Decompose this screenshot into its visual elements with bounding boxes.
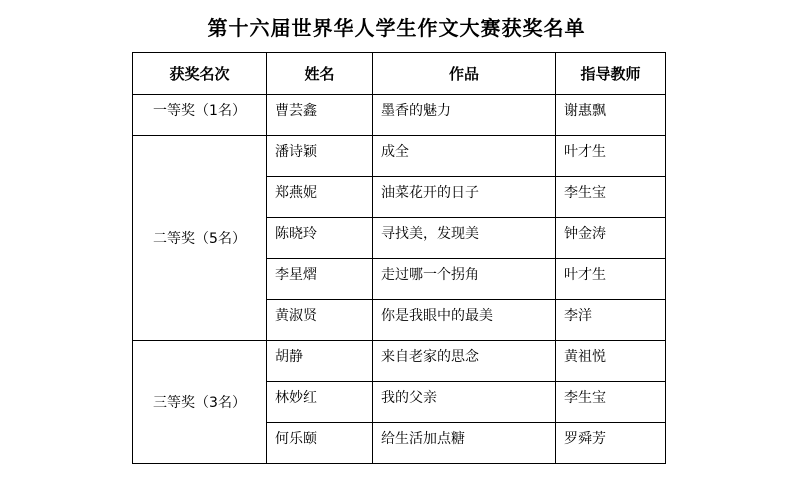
document-title: 第十六届世界华人学生作文大赛获奖名单: [207, 16, 586, 40]
work-title: 墨香的魅力: [373, 95, 556, 136]
header-level: 获奖名次: [133, 53, 267, 95]
work-title: 你是我眼中的最美: [373, 300, 556, 341]
work-title: 寻找美，发现美: [373, 218, 556, 259]
work-title: 给生活加点糖: [373, 423, 556, 464]
teacher-name: 叶才生: [556, 259, 666, 300]
award-level-third: 三等奖（3名）: [133, 341, 267, 464]
work-title: 成全: [373, 136, 556, 177]
header-teacher: 指导教师: [556, 53, 666, 95]
student-name: 曹芸鑫: [267, 95, 373, 136]
student-name: 林妙红: [267, 382, 373, 423]
teacher-name: 罗舜芳: [556, 423, 666, 464]
work-title: 我的父亲: [373, 382, 556, 423]
student-name: 胡静: [267, 341, 373, 382]
student-name: 李星熠: [267, 259, 373, 300]
work-title: 走过哪一个拐角: [373, 259, 556, 300]
student-name: 何乐颐: [267, 423, 373, 464]
header-name: 姓名: [267, 53, 373, 95]
student-name: 陈晓玲: [267, 218, 373, 259]
student-name: 黄淑贤: [267, 300, 373, 341]
award-level-second: 二等奖（5名）: [133, 136, 267, 341]
teacher-name: 李生宝: [556, 177, 666, 218]
header-work: 作品: [373, 53, 556, 95]
teacher-name: 黄祖悦: [556, 341, 666, 382]
teacher-name: 叶才生: [556, 136, 666, 177]
table-row: [133, 341, 666, 382]
table-row: [133, 136, 666, 177]
teacher-name: 钟金涛: [556, 218, 666, 259]
work-title: 油菜花开的日子: [373, 177, 556, 218]
student-name: 郑燕妮: [267, 177, 373, 218]
work-title: 来自老家的思念: [373, 341, 556, 382]
teacher-name: 谢惠飘: [556, 95, 666, 136]
award-level-first: 一等奖（1名）: [133, 95, 267, 136]
teacher-name: 李洋: [556, 300, 666, 341]
award-list-table: [132, 52, 666, 464]
student-name: 潘诗颖: [267, 136, 373, 177]
table-row: [133, 95, 666, 136]
teacher-name: 李生宝: [556, 382, 666, 423]
table-header-row: [133, 53, 666, 95]
